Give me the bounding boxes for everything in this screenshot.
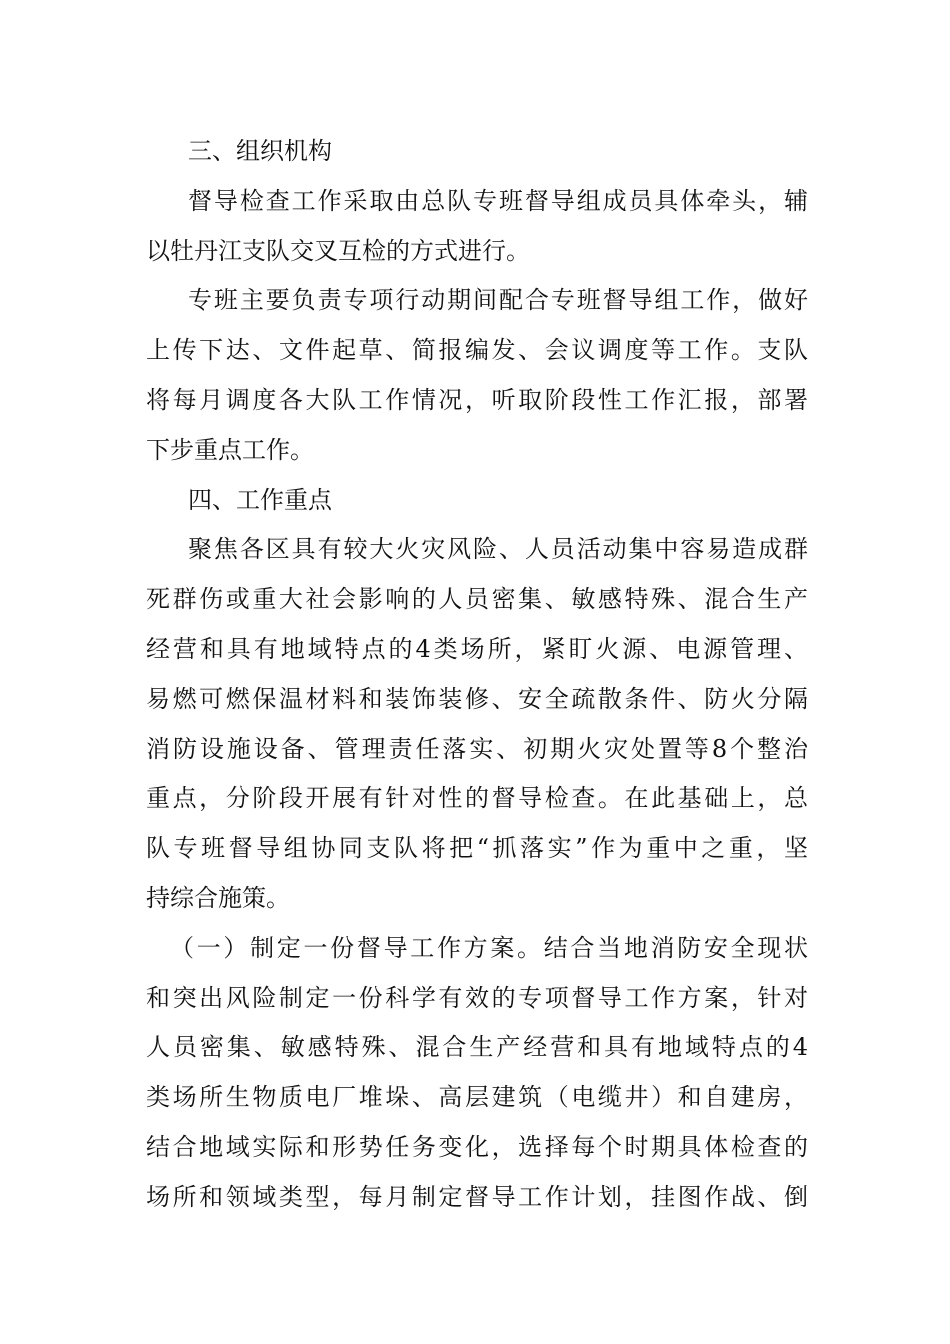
paragraph-line: 场所和领域类型，每月制定督导工作计划，挂图作战、倒 <box>146 1182 808 1211</box>
paragraph-line: 持综合施策。 <box>146 883 290 912</box>
paragraph-line: 死群伤或重大社会影响的人员密集、敏感特殊、混合生产 <box>146 585 808 614</box>
paragraph-line: 督导检查工作采取由总队专班督导组成员具体牵头，辅 <box>188 186 808 215</box>
paragraph-line: 聚焦各区具有较大火灾风险、人员活动集中容易造成群 <box>188 535 808 564</box>
paragraph-line: 上传下达、文件起草、简报编发、会议调度等工作。支队 <box>146 336 808 365</box>
section-heading-work-focus: 四、工作重点 <box>188 485 332 514</box>
paragraph-line: 专班主要负责专项行动期间配合专班督导组工作，做好 <box>188 286 808 315</box>
paragraph-supervision-method <box>146 177 808 277</box>
paragraph-line: 易燃可燃保温材料和装饰装修、安全疏散条件、防火分隔 <box>146 684 808 713</box>
paragraph-line: 经营和具有地域特点的4类场所，紧盯火源、电源管理、 <box>146 634 808 663</box>
paragraph-line: 下步重点工作。 <box>146 435 314 464</box>
section-heading-organization: 三、组织机构 <box>188 137 332 165</box>
paragraph-task-force-duties <box>146 276 808 475</box>
paragraph-line: 以牡丹江支队交叉互检的方式进行。 <box>146 236 530 265</box>
paragraph-line: （一）制定一份督导工作方案。结合当地消防安全现状 <box>170 933 808 962</box>
paragraph-line: 消防设施设备、管理责任落实、初期火灾处置等8个整治 <box>146 734 808 763</box>
paragraph-focus-areas <box>146 525 808 923</box>
document-body <box>146 127 808 1223</box>
paragraph-line: 重点，分阶段开展有针对性的督导检查。在此基础上，总 <box>146 784 808 813</box>
paragraph-line: 类场所生物质电厂堆垛、高层建筑（电缆井）和自建房， <box>146 1083 808 1112</box>
paragraph-line: 队专班督导组协同支队将把“抓落实”作为重中之重，坚 <box>146 834 808 863</box>
paragraph-line: 将每月调度各大队工作情况，听取阶段性工作汇报，部署 <box>146 385 808 414</box>
paragraph-line: 结合地域实际和形势任务变化，选择每个时期具体检查的 <box>146 1132 808 1161</box>
paragraph-line: 和突出风险制定一份科学有效的专项督导工作方案，针对 <box>146 983 808 1012</box>
paragraph-line: 人员密集、敏感特殊、混合生产经营和具有地域特点的4 <box>146 1033 808 1062</box>
paragraph-work-plan <box>146 924 808 1223</box>
